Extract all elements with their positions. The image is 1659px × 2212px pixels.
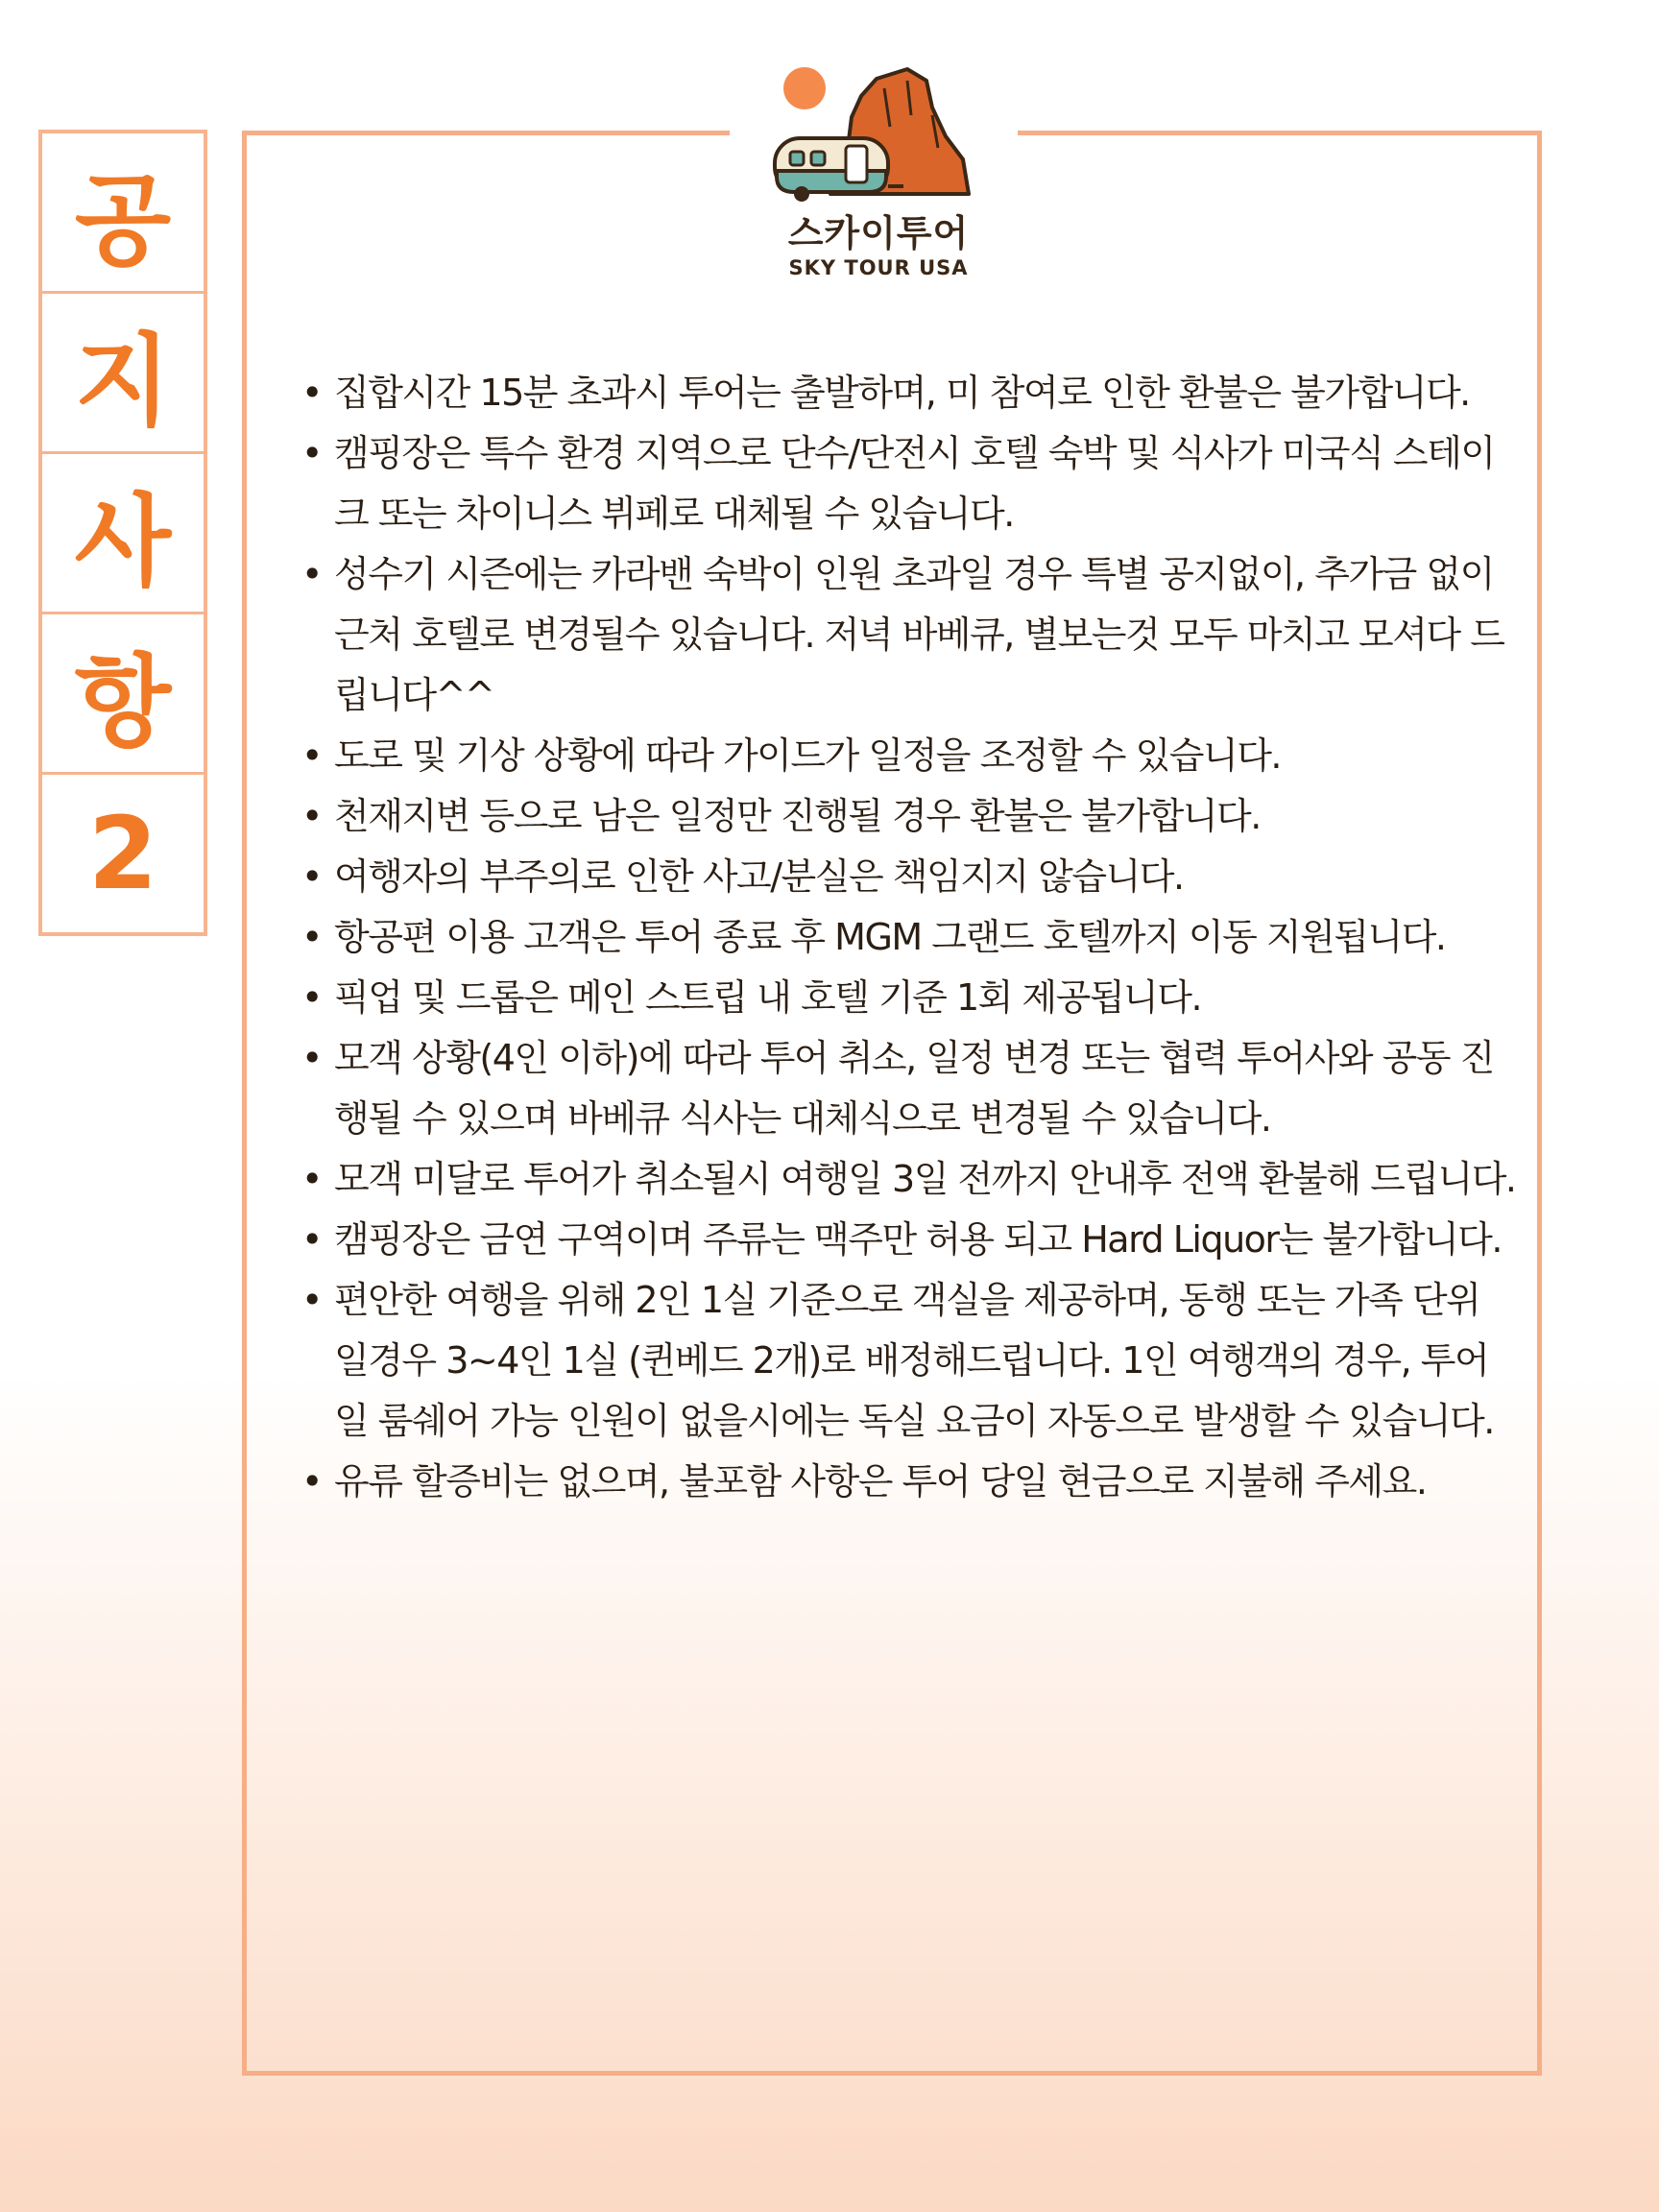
- bullet-icon: •: [301, 1158, 322, 1200]
- bullet-icon: •: [301, 1279, 322, 1321]
- list-item: [298, 544, 1517, 726]
- notice-text: 천재지변 등으로 남은 일정만 진행될 경우 환불은 불가합니다.: [334, 795, 1261, 837]
- notice-text: 여행자의 부주의로 인한 사고/분실은 책임지지 않습니다.: [334, 855, 1184, 898]
- list-item: [298, 1149, 1517, 1210]
- list-item: [298, 1210, 1517, 1270]
- list-item: [298, 726, 1517, 786]
- bullet-icon: •: [301, 1460, 322, 1503]
- notice-text: 캠핑장은 금연 구역이며 주류는 맥주만 허용 되고 Hard Liquor는 불가합니다.: [334, 1218, 1502, 1261]
- bullet-icon: •: [301, 734, 322, 777]
- logo-title: 스카이투어: [787, 212, 970, 254]
- notice-text: 픽업 및 드롭은 메인 스트립 내 호텔 기준 1회 제공됩니다.: [334, 976, 1202, 1019]
- bullet-icon: •: [301, 432, 322, 474]
- list-item: [298, 423, 1517, 544]
- list-item: [298, 363, 1517, 423]
- bullet-icon: •: [301, 553, 322, 595]
- sun-icon: [783, 67, 826, 109]
- bullet-icon: •: [301, 795, 322, 837]
- bullet-icon: •: [301, 855, 322, 898]
- side-title-char-5: 2: [87, 795, 158, 912]
- list-item: [298, 1270, 1517, 1452]
- list-item: [298, 968, 1517, 1028]
- bullet-icon: •: [301, 1218, 322, 1261]
- notice-text: 편안한 여행을 위해 2인 1실 기준으로 객실을 제공하며, 동행 또는 가족 단위 일경우 3~4인 1실 (퀸베드 2개)로 배정해드립니다. 1인 여행객의 경우, 투어일 룸쉐어 가능 인원이 없을시에는 독실 요금이 자동으로 발생할 수 있습니다.: [334, 1279, 1494, 1442]
- bullet-icon: •: [301, 1037, 322, 1079]
- side-title-char-2: 지: [42, 294, 204, 454]
- list-item: [298, 1452, 1517, 1512]
- brand-logo: [763, 60, 994, 290]
- notice-text: 집합시간 15분 초과시 투어는 출발하며, 미 참여로 인한 환불은 불가합니다.: [334, 372, 1470, 414]
- notice-text: 캠핑장은 특수 환경 지역으로 단수/단전시 호텔 숙박 및 식사가 미국식 스테이크 또는 차이니스 뷔페로 대체될 수 있습니다.: [334, 432, 1495, 535]
- side-title-char-1: 공: [42, 133, 204, 294]
- notice-text: 도로 및 기상 상황에 따라 가이드가 일정을 조정할 수 있습니다.: [334, 734, 1281, 777]
- bullet-icon: •: [301, 916, 322, 958]
- side-title-char-4: 항: [42, 614, 204, 775]
- notice-text: 항공편 이용 고객은 투어 종료 후 MGM 그랜드 호텔까지 이동 지원됩니다.: [334, 916, 1446, 958]
- notice-text: 모객 미달로 투어가 취소될시 여행일 3일 전까지 안내후 전액 환불해 드립니다.: [334, 1158, 1516, 1200]
- notice-text: 모객 상황(4인 이하)에 따라 투어 취소, 일정 변경 또는 협력 투어사와 공동 진행될 수 있으며 바베큐 식사는 대체식으로 변경될 수 있습니다.: [334, 1037, 1494, 1140]
- notice-text: 유류 할증비는 없으며, 불포함 사항은 투어 당일 현금으로 지불해 주세요.: [334, 1460, 1427, 1503]
- bullet-icon: •: [301, 976, 322, 1019]
- notice-text: 성수기 시즌에는 카라밴 숙박이 인원 초과일 경우 특별 공지없이, 추가금 없이 근처 호텔로 변경될수 있습니다. 저녁 바베큐, 별보는것 모두 마치고 모셔다 드립니다^^: [334, 553, 1504, 716]
- logo-graphic: [763, 60, 994, 204]
- logo-subtitle: SKY TOUR USA: [788, 256, 969, 279]
- side-title-char-3: 사: [42, 454, 204, 614]
- side-title: [38, 130, 207, 936]
- list-item: [298, 786, 1517, 847]
- list-item: [298, 847, 1517, 907]
- notice-list: [298, 363, 1517, 1512]
- bullet-icon: •: [301, 372, 322, 414]
- list-item: [298, 907, 1517, 968]
- list-item: [298, 1028, 1517, 1149]
